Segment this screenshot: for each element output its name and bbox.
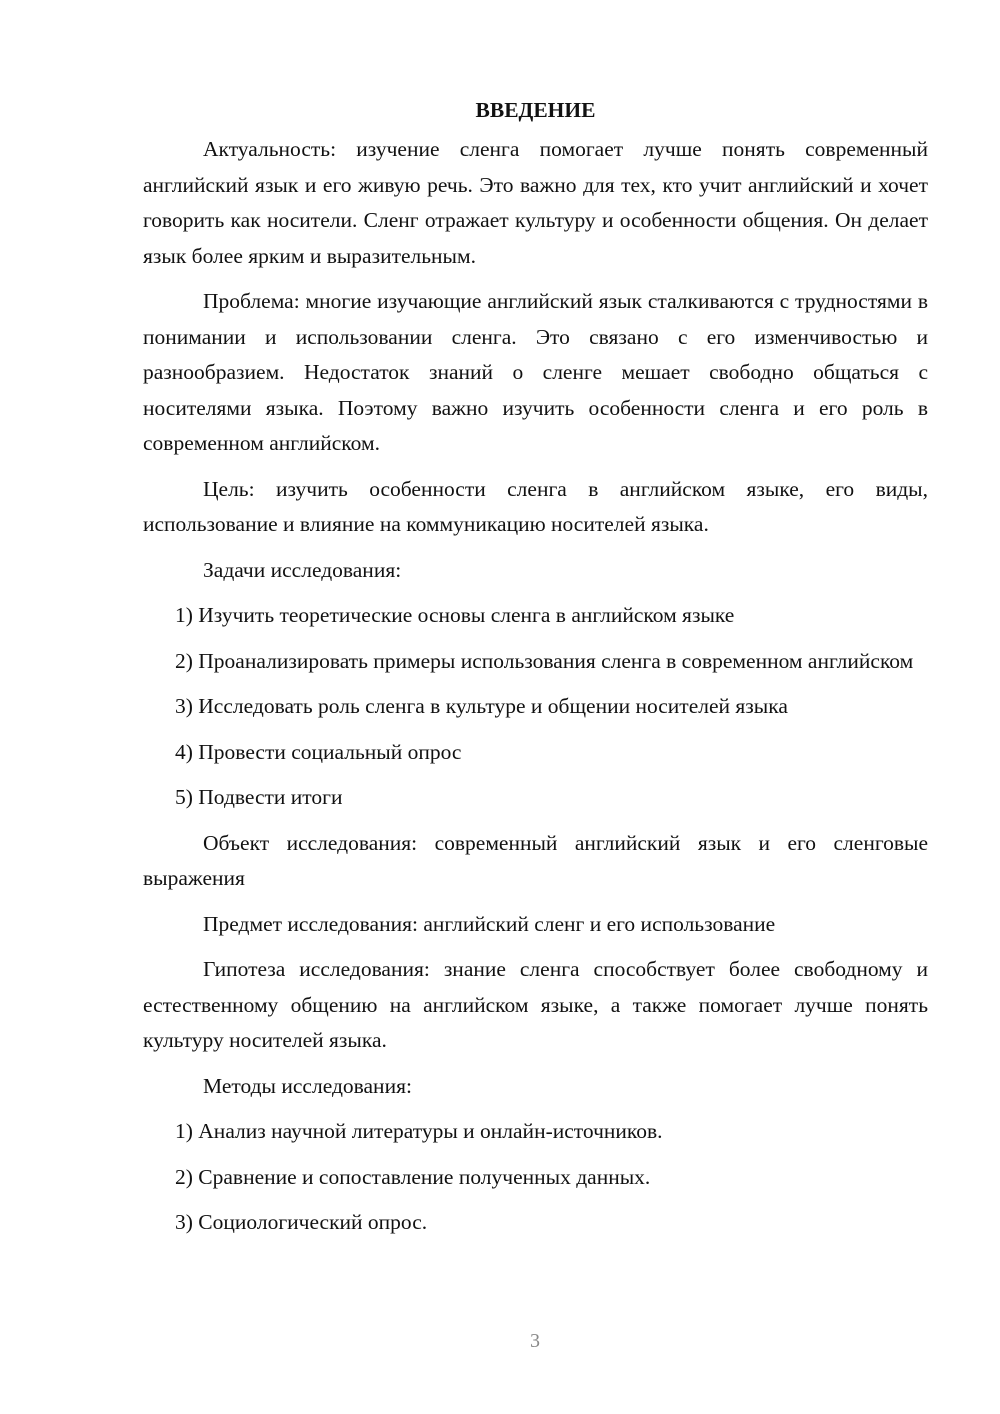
page-content bbox=[143, 92, 928, 1251]
problem-paragraph: Проблема: многие изучающие английский язык сталкиваются с трудностями в понимании и использовании сленга. Это связано с его изменчивостью и разнообразием. Недостаток знаний о сленге мешает свободно общаться с носителями языка. Поэтому важно изучить особенности сленга и его роль в современном английском. bbox=[143, 289, 928, 455]
task-item: 3) Исследовать роль сленга в культуре и общении носителей языка bbox=[175, 694, 788, 718]
methods-heading: Методы исследования: bbox=[203, 1073, 412, 1098]
task-item: 1) Изучить теоретические основы сленга в английском языке bbox=[175, 603, 735, 627]
goal-paragraph: Цель: изучить особенности сленга в английском языке, его виды, использование и влияние на коммуникацию носителей языка. bbox=[143, 476, 928, 536]
object-paragraph: Объект исследования: современный английский язык и его сленговые выражения bbox=[143, 830, 928, 890]
task-item: 2) Проанализировать примеры использования сленга в современном английском bbox=[175, 648, 914, 673]
page-number: 3 bbox=[530, 1330, 540, 1352]
method-item: 2) Сравнение и сопоставление полученных данных. bbox=[175, 1164, 651, 1189]
method-item: 3) Социологический опрос. bbox=[175, 1210, 428, 1234]
subject-paragraph: Предмет исследования: английский сленг и его использование bbox=[203, 911, 776, 936]
task-item: 4) Провести социальный опрос bbox=[175, 739, 462, 764]
hypothesis-paragraph: Гипотеза исследования: знание сленга способствует более свободному и естественному общению на английском языке, а также помогает лучше понять культуру носителей языка. bbox=[143, 957, 928, 1052]
tasks-heading: Задачи исследования: bbox=[203, 557, 402, 582]
task-item: 5) Подвести итоги bbox=[175, 785, 343, 809]
section-title: ВВЕДЕНИЕ bbox=[475, 98, 596, 122]
method-item: 1) Анализ научной литературы и онлайн-источников. bbox=[175, 1119, 663, 1143]
relevance-paragraph: Актуальность: изучение сленга помогает лучше понять современный английский язык и его живую речь. Это важно для тех, кто учит английский и хочет говорить как носители. Сленг отражает культуру и особенности общения. Он делает язык более ярким и выразительным. bbox=[143, 137, 928, 268]
